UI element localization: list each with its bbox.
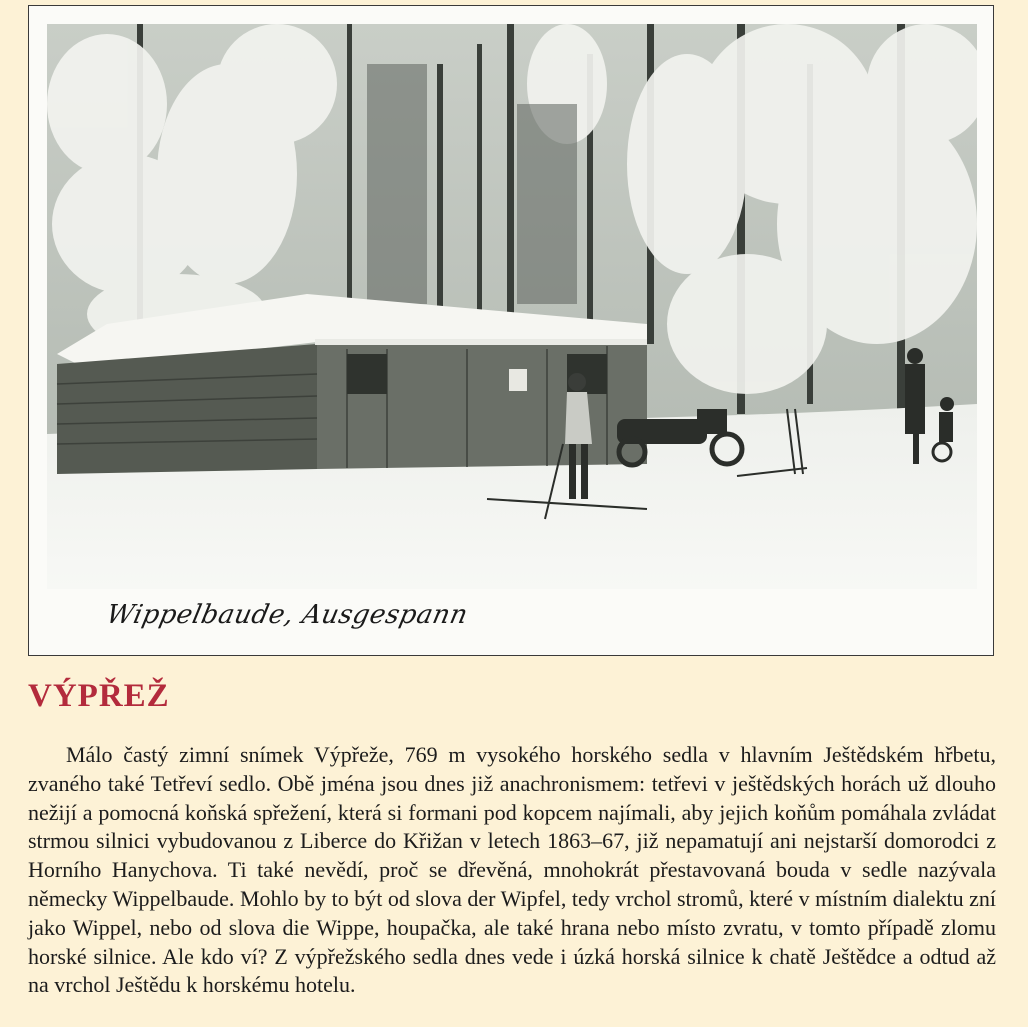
article-paragraph: Málo častý zimní snímek Výpřeže, 769 m vysokého horského sedla v hlavním Ještědském hřbetu, zvaného také Tetřeví sedlo. Obě jména jsou dnes již anachronismem: tetřevi v ještědských horách už dlouho nežijí a pomocná koňská spřežení, která si formani pod kopcem najímali, aby jejich koňům pomáhala zvládat strmou silnici vybudovanou z Liberce do Křižan v letech 1863–67, již nepamatují ani nejstarší domorodci z Horního Hanychova. Ti také nevědí, proč se dřevěná, mnohokrát přestavovaná bouda v sedle nazývala německy Wippelbaude. Mohlo by to být od slova der Wipfel, tedy vrchol stromů, které v místním dialektu zní jako Wippel, nebo od slova die Wippe, houpačka, ale také hrana nebo místo zvratu, v tomto případě zlomu horské silnice. Ale kdo ví? Z výpřežského sedla dnes vede i úzká horská silnice k chatě Ještědce a odtud až na vrchol Ještědu k horskému hotelu. bbox=[28, 742, 996, 998]
section-heading: VÝPŘEŽ bbox=[28, 678, 170, 714]
photo-handwritten-caption: Wippelbaude, Ausgespann bbox=[103, 600, 471, 630]
photo-frame bbox=[28, 5, 994, 656]
wooden-cabin bbox=[57, 294, 647, 474]
historic-winter-photo bbox=[47, 24, 977, 589]
